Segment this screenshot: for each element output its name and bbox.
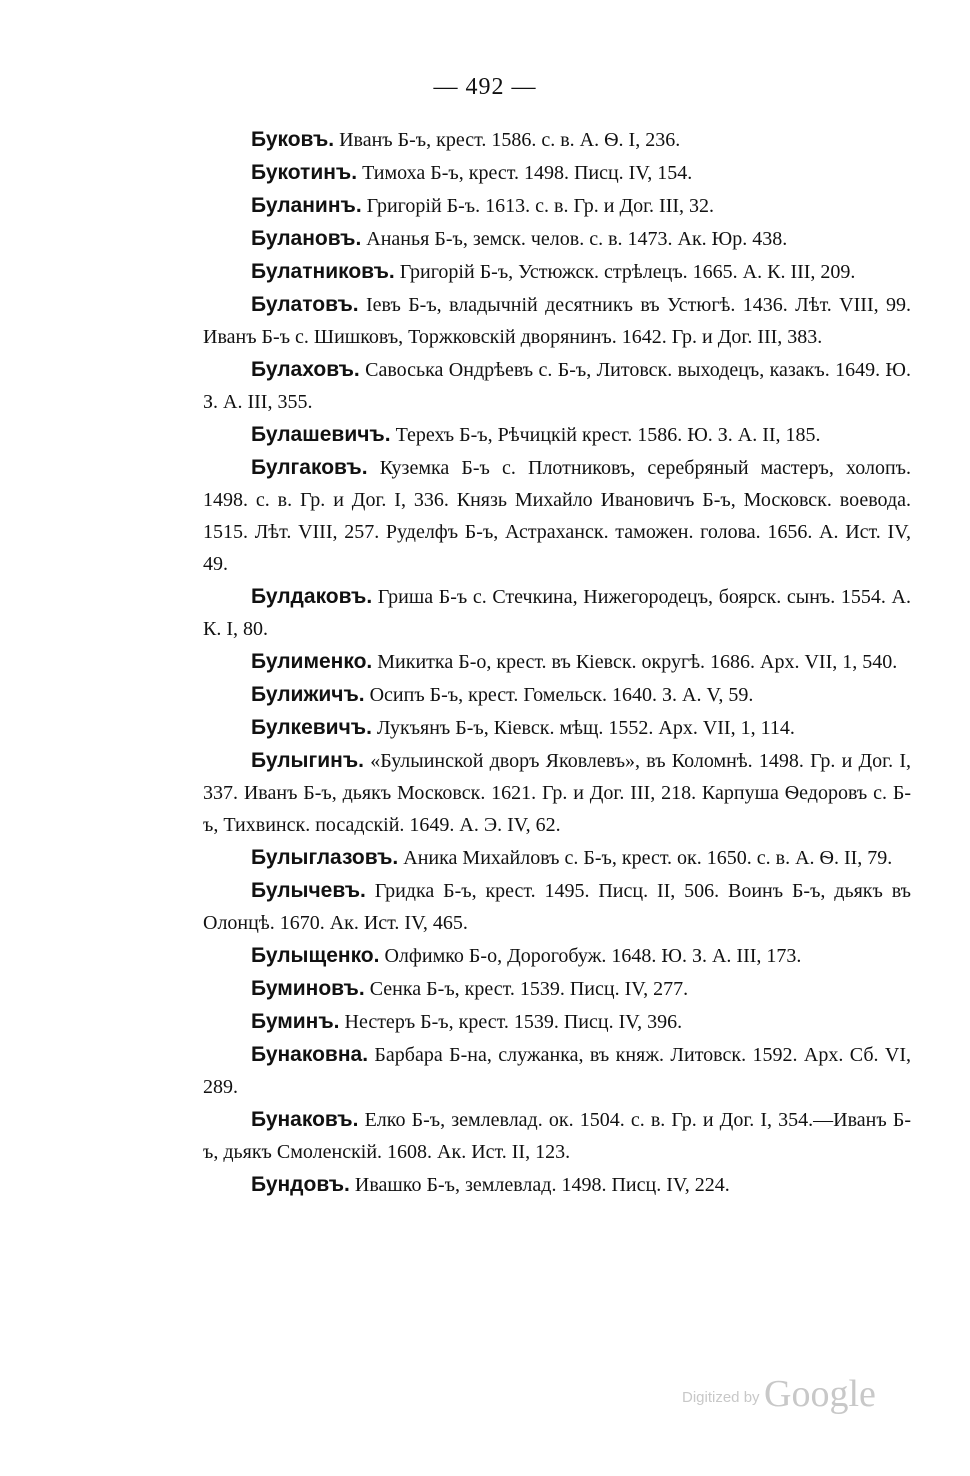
dictionary-entry (203, 223, 911, 255)
dictionary-entry (203, 973, 911, 1005)
entry-text: Григорій Б-ъ, Устюжск. стрѣлецъ. 1665. А. К. III, 209. (394, 261, 856, 283)
entry-headword: Булановъ. (251, 227, 362, 250)
entry-text: Барбара Б-на, служанка, въ княж. Литовск. 1592. Арх. Сб. VI, 289. (203, 1044, 911, 1098)
entry-headword: Булижичъ. (251, 683, 365, 706)
dictionary-entry (203, 452, 911, 580)
entry-headword: Булаховъ. (251, 358, 360, 381)
dictionary-entry (203, 1039, 911, 1103)
entry-list (203, 124, 911, 1202)
dictionary-entry (203, 646, 911, 678)
entry-headword: Буминовъ. (251, 977, 365, 1000)
dictionary-entry (203, 354, 911, 418)
entry-headword: Булашевичъ. (251, 423, 391, 446)
entry-text: Лукъянъ Б-ъ, Кіевск. мѣщ. 1552. Арх. VII, 1, 114. (371, 717, 795, 739)
dictionary-entry (203, 289, 911, 353)
entry-headword: Булыщенко. (251, 944, 380, 967)
dictionary-entry (203, 842, 911, 874)
entry-text: Микитка Б-о, крест. въ Кіевск. округѣ. 1686. Арх. VII, 1, 540. (372, 651, 898, 673)
entry-headword: Буковъ. (251, 128, 335, 151)
entry-text: Ананья Б-ъ, земск. челов. с. в. 1473. Ак. Юр. 438. (361, 228, 788, 250)
entry-headword: Булгаковъ. (251, 456, 368, 479)
dictionary-entry (203, 1169, 911, 1201)
dictionary-entry (203, 1104, 911, 1168)
entry-headword: Булыгинъ. (251, 749, 364, 772)
page-number: — 492 — (433, 74, 537, 100)
entry-text: Ивашко Б-ъ, землевлад. 1498. Писц. IV, 224. (349, 1174, 730, 1196)
watermark-prefix: Digitized by (682, 1389, 760, 1406)
entry-text: Осипъ Б-ъ, крест. Гомельск. 1640. З. А. V, 59. (364, 684, 754, 706)
entry-text: Нестеръ Б-ъ, крест. 1539. Писц. IV, 396. (339, 1011, 683, 1033)
entry-text: «Булыинской дворъ Яковлевъ», въ Коломнѣ. 1498. Гр. и Дог. I, 337. Иванъ Б-ъ, дьякъ Московск. 1621. Гр. и Дог. III, 218. Карпуша Ѳедоровъ с. Б-ъ, Тихвинск. посадскій. 1649. А. Э. IV, 62. (203, 750, 911, 836)
entry-text: Иванъ Б-ъ, крест. 1586. с. в. А. Ѳ. I, 236. (334, 129, 681, 151)
entry-headword: Булатниковъ. (251, 260, 395, 283)
entry-headword: Булатовъ. (251, 293, 359, 316)
entry-headword: Бунаковъ. (251, 1108, 359, 1131)
entry-text: Терехъ Б-ъ, Рѣчицкій крест. 1586. Ю. З. А. II, 185. (390, 424, 821, 446)
dictionary-entry (203, 1006, 911, 1038)
entry-headword: Булыглазовъ. (251, 846, 399, 869)
dictionary-entry (203, 875, 911, 939)
entry-headword: Булкевичъ. (251, 716, 372, 739)
digitized-watermark (682, 1372, 876, 1416)
entry-headword: Булычевъ. (251, 879, 366, 902)
entry-text: Іевъ Б-ъ, владычній десятникъ въ Устюгѣ. 1436. Лѣт. VIII, 99. Иванъ Б-ъ с. Шишковъ, Торжковскій дворянинъ. 1642. Гр. и Дог. III, 383. (203, 294, 911, 348)
dictionary-entry (203, 419, 911, 451)
entry-headword: Булименко. (251, 650, 373, 673)
dictionary-entry (203, 745, 911, 841)
dictionary-entry (203, 679, 911, 711)
dictionary-entry (203, 712, 911, 744)
entry-headword: Буланинъ. (251, 194, 362, 217)
entry-headword: Булдаковъ. (251, 585, 373, 608)
entry-text: Савоська Ондрѣевъ с. Б-ъ, Литовск. выходецъ, казакъ. 1649. Ю. З. А. III, 355. (203, 359, 911, 413)
entry-text: Тимоха Б-ъ, крест. 1498. Писц. IV, 154. (357, 162, 693, 184)
entry-text: Гриша Б-ъ с. Стечкина, Нижегородецъ, боярск. сынъ. 1554. А. К. I, 80. (203, 586, 911, 640)
watermark-brand: Google (764, 1373, 876, 1415)
dictionary-entry (203, 157, 911, 189)
entry-text: Сенка Б-ъ, крест. 1539. Писц. IV, 277. (364, 978, 689, 1000)
entry-text: Гридка Б-ъ, крест. 1495. Писц. II, 506. Воинъ Б-ъ, дьякъ въ Олонцѣ. 1670. Ак. Ист. IV, 465. (203, 880, 911, 934)
entry-text: Григорій Б-ъ. 1613. с. в. Гр. и Дог. III, 32. (361, 195, 715, 217)
entry-text: Олфимко Б-о, Дорогобуж. 1648. Ю. З. А. III, 173. (379, 945, 802, 967)
entry-headword: Букотинъ. (251, 161, 358, 184)
entry-headword: Буминъ. (251, 1010, 340, 1033)
entry-headword: Бунаковна. (251, 1043, 369, 1066)
entry-text: Елко Б-ъ, землевлад. ок. 1504. с. в. Гр. и Дог. I, 354.—Иванъ Б-ъ, дьякъ Смоленскій. 1608. Ак. Ист. II, 123. (203, 1109, 911, 1163)
dictionary-entry (203, 940, 911, 972)
entry-text: Аника Михайловъ с. Б-ъ, крест. ок. 1650. с. в. А. Ѳ. II, 79. (398, 847, 893, 869)
entry-text: Куземка Б-ъ с. Плотниковъ, серебряный мастеръ, холопъ. 1498. с. в. Гр. и Дог. I, 336. Князь Михайло Ивановичъ Б-ъ, Московск. воевода. 1515. Лѣт. VIII, 257. Руделфъ Б-ъ, Астраханск. таможен. голова. 1656. А. Ист. IV, 49. (203, 457, 911, 575)
dictionary-entry (203, 190, 911, 222)
dictionary-entry (203, 581, 911, 645)
dictionary-entry (203, 256, 911, 288)
entry-headword: Бундовъ. (251, 1173, 350, 1196)
dictionary-entry (203, 124, 911, 156)
